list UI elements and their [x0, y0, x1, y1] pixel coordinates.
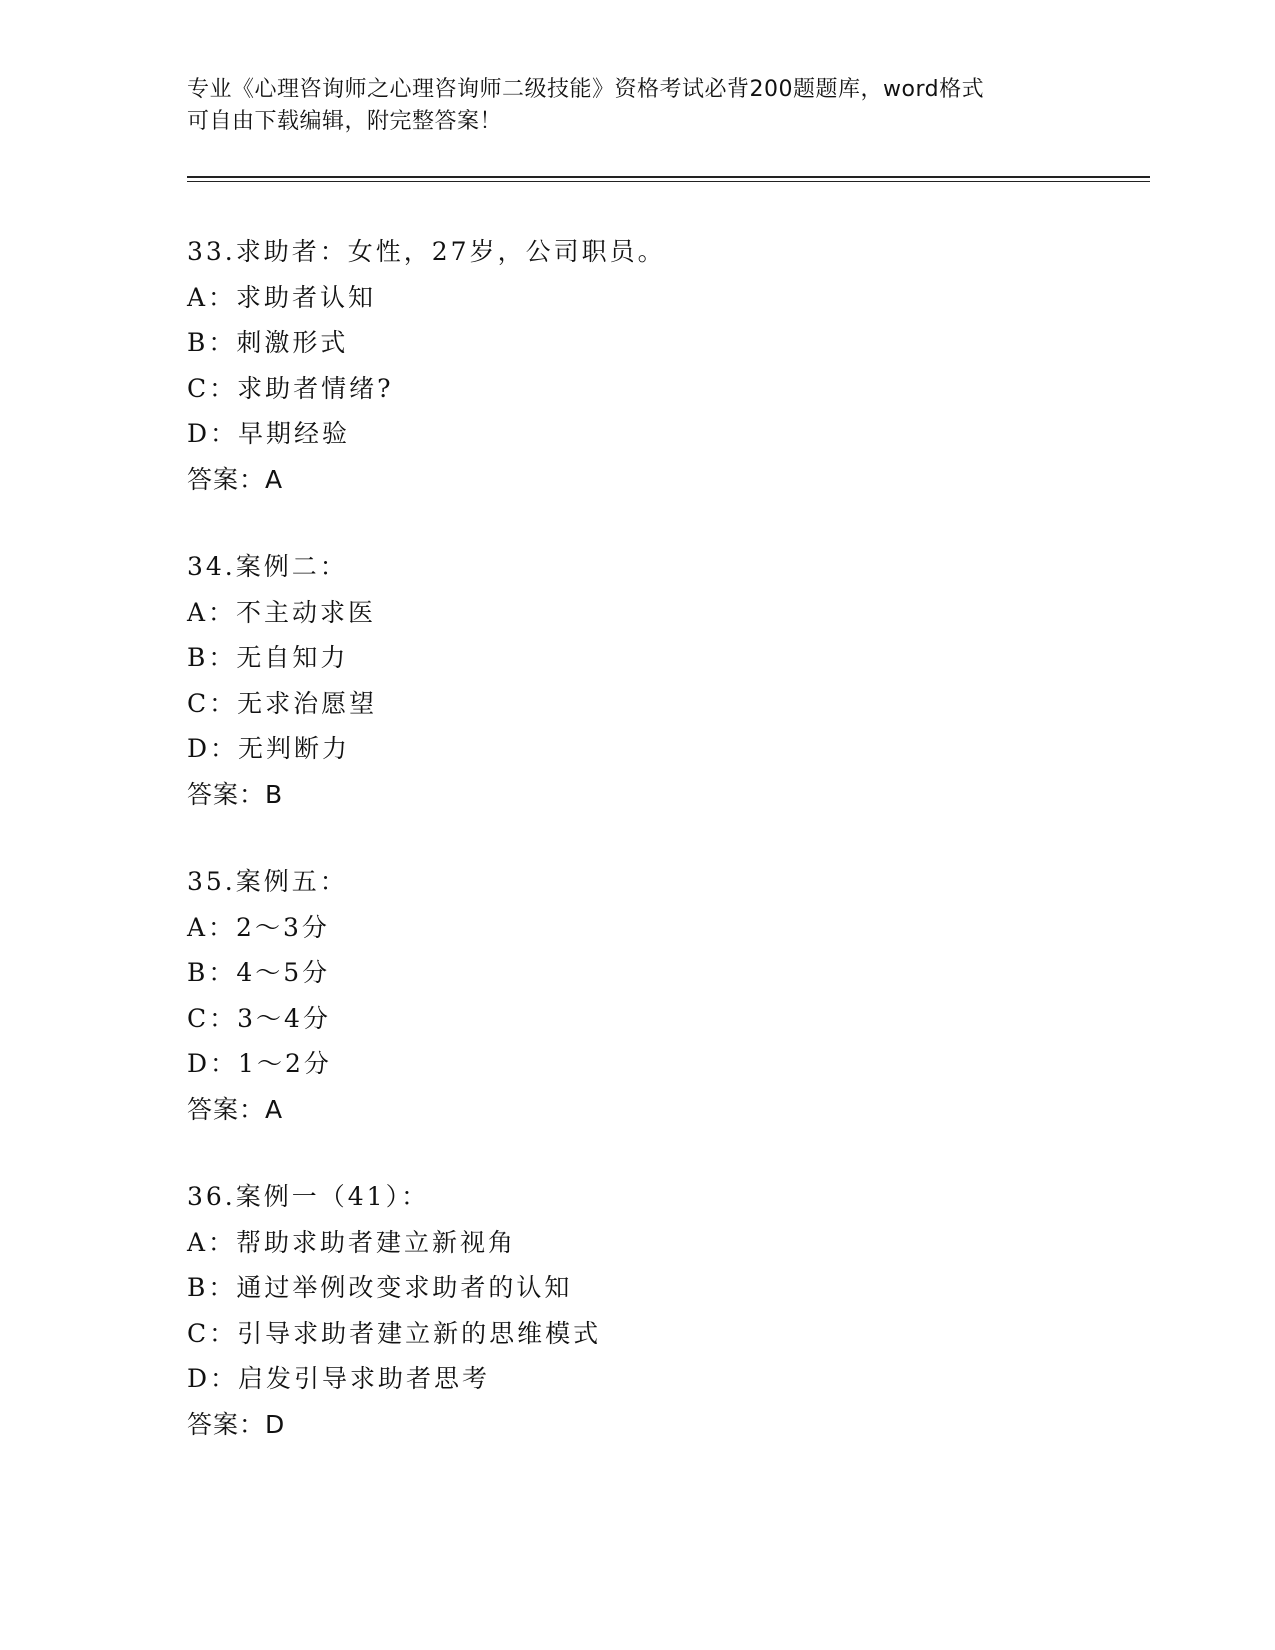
option-d: D：早期经验 [187, 419, 351, 448]
option-b: B：通过举例改变求助者的认知 [187, 1273, 573, 1302]
option-d: D：启发引导求助者思考 [187, 1364, 491, 1393]
question-36 [187, 1174, 1087, 1447]
option-b: B：无自知力 [187, 643, 349, 672]
question-34 [187, 544, 1087, 817]
option-c: C：无求治愿望 [187, 688, 378, 718]
question-stem: 36.案例一（41）： [187, 1182, 430, 1211]
option-a: A：帮助求助者建立新视角 [187, 1227, 517, 1257]
option-a: A：求助者认知 [187, 282, 377, 312]
question-35 [187, 859, 1087, 1132]
question-stem: 34.案例二： [187, 552, 348, 581]
header-title-line-1: 专业《心理咨询师之心理咨询师二级技能》资格考试必背200题题库，word格式 [187, 77, 985, 102]
option-b: B：4～5分 [187, 958, 331, 987]
question-stem: 33.求助者：女性，27岁，公司职员。 [187, 237, 666, 266]
option-b: B：刺激形式 [187, 328, 349, 357]
answer-line: 答案：A [187, 1094, 284, 1124]
document-header [187, 74, 1087, 138]
option-c: C：引导求助者建立新的思维模式 [187, 1318, 602, 1348]
option-c: C：求助者情绪? [187, 373, 394, 403]
answer-line: 答案：A [187, 464, 284, 494]
option-c: C：3～4分 [187, 1003, 331, 1033]
header-divider-thick [187, 176, 1150, 178]
option-a: A：2～3分 [187, 912, 330, 942]
option-d: D：无判断力 [187, 734, 351, 763]
question-33 [187, 229, 1087, 502]
header-divider-thin [187, 181, 1150, 182]
answer-line: 答案：B [187, 779, 284, 809]
option-a: A：不主动求医 [187, 597, 377, 627]
answer-line: 答案：D [187, 1409, 286, 1439]
option-d: D：1～2分 [187, 1049, 332, 1078]
question-stem: 35.案例五： [187, 867, 348, 896]
header-title-line-2: 可自由下载编辑，附完整答案！ [187, 109, 503, 134]
